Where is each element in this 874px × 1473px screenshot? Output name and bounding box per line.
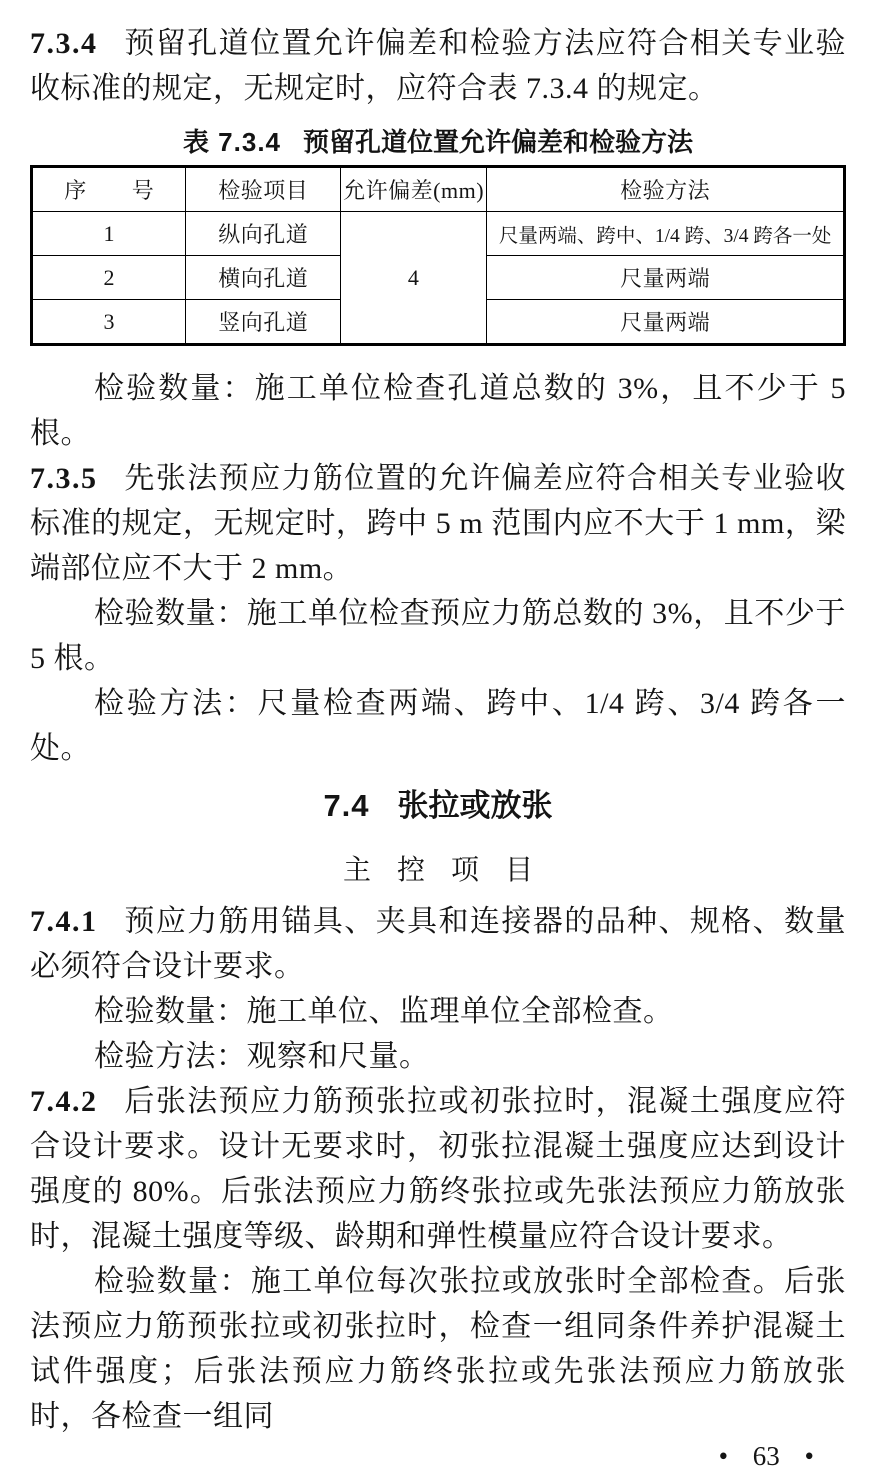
inspection-quantity-7-3-5: 检验数量：施工单位检查预应力筋总数的 3%，且不少于 5 根。 bbox=[30, 597, 846, 675]
cell-no: 3 bbox=[32, 300, 186, 345]
cell-item: 横向孔道 bbox=[186, 256, 340, 300]
clause-7-4-2-text: 后张法预应力筋预张拉或初张拉时，混凝土强度应符合设计要求。设计无要求时，初张拉混凝土强度应达到设计强度的 80%。后张法预应力筋终张拉或先张法预应力筋放张时，混凝土强度等级、龄期和弹性模量应符合设计要求。 bbox=[30, 1085, 846, 1253]
inspection-method-7-4-1: 检验方法：观察和尺量。 bbox=[94, 1040, 430, 1073]
table-caption bbox=[30, 125, 846, 159]
cell-method: 尺量两端 bbox=[487, 300, 845, 345]
clause-7-4-block bbox=[30, 899, 846, 1439]
inspection-quantity-7-4-1: 检验数量：施工单位、监理单位全部检查。 bbox=[94, 995, 674, 1028]
cell-no: 1 bbox=[32, 212, 186, 256]
cell-item: 纵向孔道 bbox=[186, 212, 340, 256]
clause-7-3-4-number: 7.3.4 bbox=[30, 27, 98, 60]
table-header-row bbox=[32, 167, 845, 212]
column-header-item: 检验项目 bbox=[186, 167, 340, 212]
clause-7-3-4-text: 预留孔道位置允许偏差和检验方法应符合相关专业验收标准的规定，无规定时，应符合表 7.3.4 的规定。 bbox=[30, 27, 846, 105]
table-7-3-4 bbox=[30, 165, 846, 346]
section-title: 张拉或放张 bbox=[397, 788, 553, 823]
clause-7-3-5-text: 先张法预应力筋位置的允许偏差应符合相关专业验收标准的规定，无规定时，跨中 5 m 范围内应不大于 1 mm，梁端部位应不大于 2 mm。 bbox=[30, 462, 846, 585]
subsection-heading-dominant-items: 主控项目 bbox=[342, 855, 559, 886]
clause-7-3-5-number: 7.3.5 bbox=[30, 462, 98, 495]
cell-deviation-merged: 4 bbox=[340, 212, 486, 345]
cell-method: 尺量两端、跨中、1/4 跨、3/4 跨各一处 bbox=[487, 212, 845, 256]
cell-no: 2 bbox=[32, 256, 186, 300]
table-caption-number: 表 7.3.4 bbox=[182, 127, 282, 157]
table-row bbox=[32, 212, 845, 256]
page-number: • 63 • bbox=[718, 1441, 814, 1471]
column-header-deviation: 允许偏差(mm) bbox=[340, 167, 486, 212]
clause-7-4-2 bbox=[30, 1079, 846, 1259]
clause-7-4-1-number: 7.4.1 bbox=[30, 905, 98, 938]
clause-7-3-block bbox=[30, 366, 846, 771]
section-number: 7.4 bbox=[323, 788, 370, 823]
cell-method: 尺量两端 bbox=[487, 256, 845, 300]
cell-item: 竖向孔道 bbox=[186, 300, 340, 345]
clause-7-3-4 bbox=[30, 21, 846, 111]
inspection-method-7-3-5: 检验方法：尺量检查两端、跨中、1/4 跨、3/4 跨各一处。 bbox=[30, 687, 846, 765]
section-heading-7-4 bbox=[30, 783, 846, 829]
clause-7-4-1 bbox=[30, 899, 846, 989]
inspection-quantity-7-3-4: 检验数量：施工单位检查孔道总数的 3%，且不少于 5 根。 bbox=[30, 372, 846, 450]
clause-7-3-5 bbox=[30, 456, 846, 591]
inspection-quantity-7-4-2: 检验数量：施工单位每次张拉或放张时全部检查。后张法预应力筋预张拉或初张拉时，检查一组同条件养护混凝土试件强度；后张法预应力筋终张拉或先张法预应力筋放张时，各检查一组同 bbox=[30, 1265, 846, 1433]
table-caption-title: 预留孔道位置允许偏差和检验方法 bbox=[303, 127, 694, 157]
clause-7-4-1-text: 预应力筋用锚具、夹具和连接器的品种、规格、数量必须符合设计要求。 bbox=[30, 905, 846, 983]
column-header-method: 检验方法 bbox=[487, 167, 845, 212]
clause-7-4-2-number: 7.4.2 bbox=[30, 1085, 98, 1118]
column-header-no: 序 号 bbox=[32, 167, 186, 212]
